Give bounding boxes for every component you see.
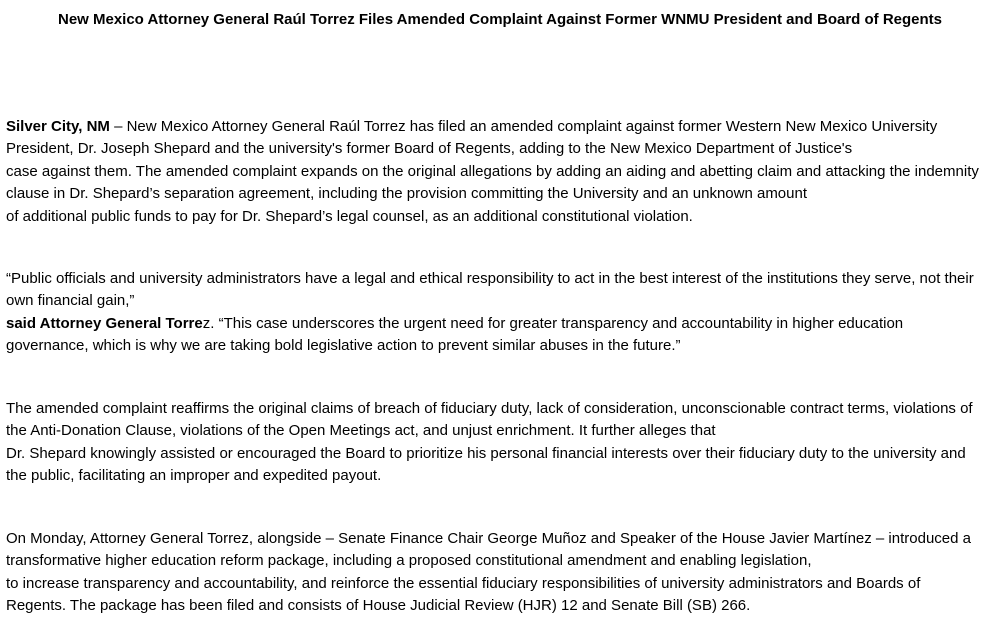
quote-attribution: said Attorney General Torre [6,314,203,332]
paragraph-line: clause in Dr. Shepard’s separation agreement, including the provision committing the University and an unknown amount [6,185,808,203]
paragraph-line: President, Dr. Joseph Shepard and the university's former Board of Regents, adding to the New Mexico Department of Justice's [6,140,853,158]
paragraph-line: “Public officials and university administrators have a legal and ethical responsibility to act in the best interest of the institutions they serve, not their [6,270,974,287]
paragraph-line: the Anti-Donation Clause, violations of the Open Meetings act, and unjust enrichment. It further alleges that [6,422,716,440]
paragraph-claims [6,398,996,488]
paragraph-text: – New Mexico Attorney General Raúl Torrez has filed an amended complaint against former Western New Mexico University [109,118,938,135]
press-release-title: New Mexico Attorney General Raúl Torrez Files Amended Complaint Against Former WNMU President and Board of Regents [57,11,943,28]
paragraph-line: case against them. The amended complaint expands on the original allegations by adding an aiding and abetting claim and attacking the indemnity [6,162,979,180]
paragraph-intro [6,116,996,228]
paragraph-line: Dr. Shepard knowingly assisted or encouraged the Board to prioritize his personal financial interests over their fiduciary duty to the university and [6,444,966,462]
paragraph-reform [6,528,996,618]
paragraph-line [6,116,996,138]
paragraph-text: z. “This case underscores the urgent need for greater transparency and accountability in higher education [202,314,904,332]
paragraph-line: of additional public funds to pay for Dr. Shepard’s legal counsel, as an additional constitutional violation. [6,207,693,225]
dateline: Silver City, NM [6,118,110,135]
paragraph-line: own financial gain,” [6,292,135,310]
paragraph-line: governance, which is why we are taking bold legislative action to prevent similar abuses in the future.” [6,337,681,355]
paragraph-line: transformative higher education reform package, including a proposed constitutional amendment and enabling legislation, [6,552,812,570]
paragraph-line: the public, facilitating an improper and expedited payout. [6,467,382,485]
paragraph-line: On Monday, Attorney General Torrez, alongside – Senate Finance Chair George Muñoz and Speaker of the House Javier Martínez – introduced a [6,530,971,547]
paragraph-line: to increase transparency and accountability, and reinforce the essential fiduciary responsibilities of university administrators and Boards of [6,574,921,592]
paragraph-line [6,313,996,335]
paragraph-quote [6,268,996,358]
paragraph-line: The amended complaint reaffirms the original claims of breach of fiduciary duty, lack of consideration, unconscionable contract terms, violations of [6,400,973,417]
paragraph-line: Regents. The package has been filed and consists of House Judicial Review (HJR) 12 and Senate Bill (SB) 266. [6,597,751,615]
